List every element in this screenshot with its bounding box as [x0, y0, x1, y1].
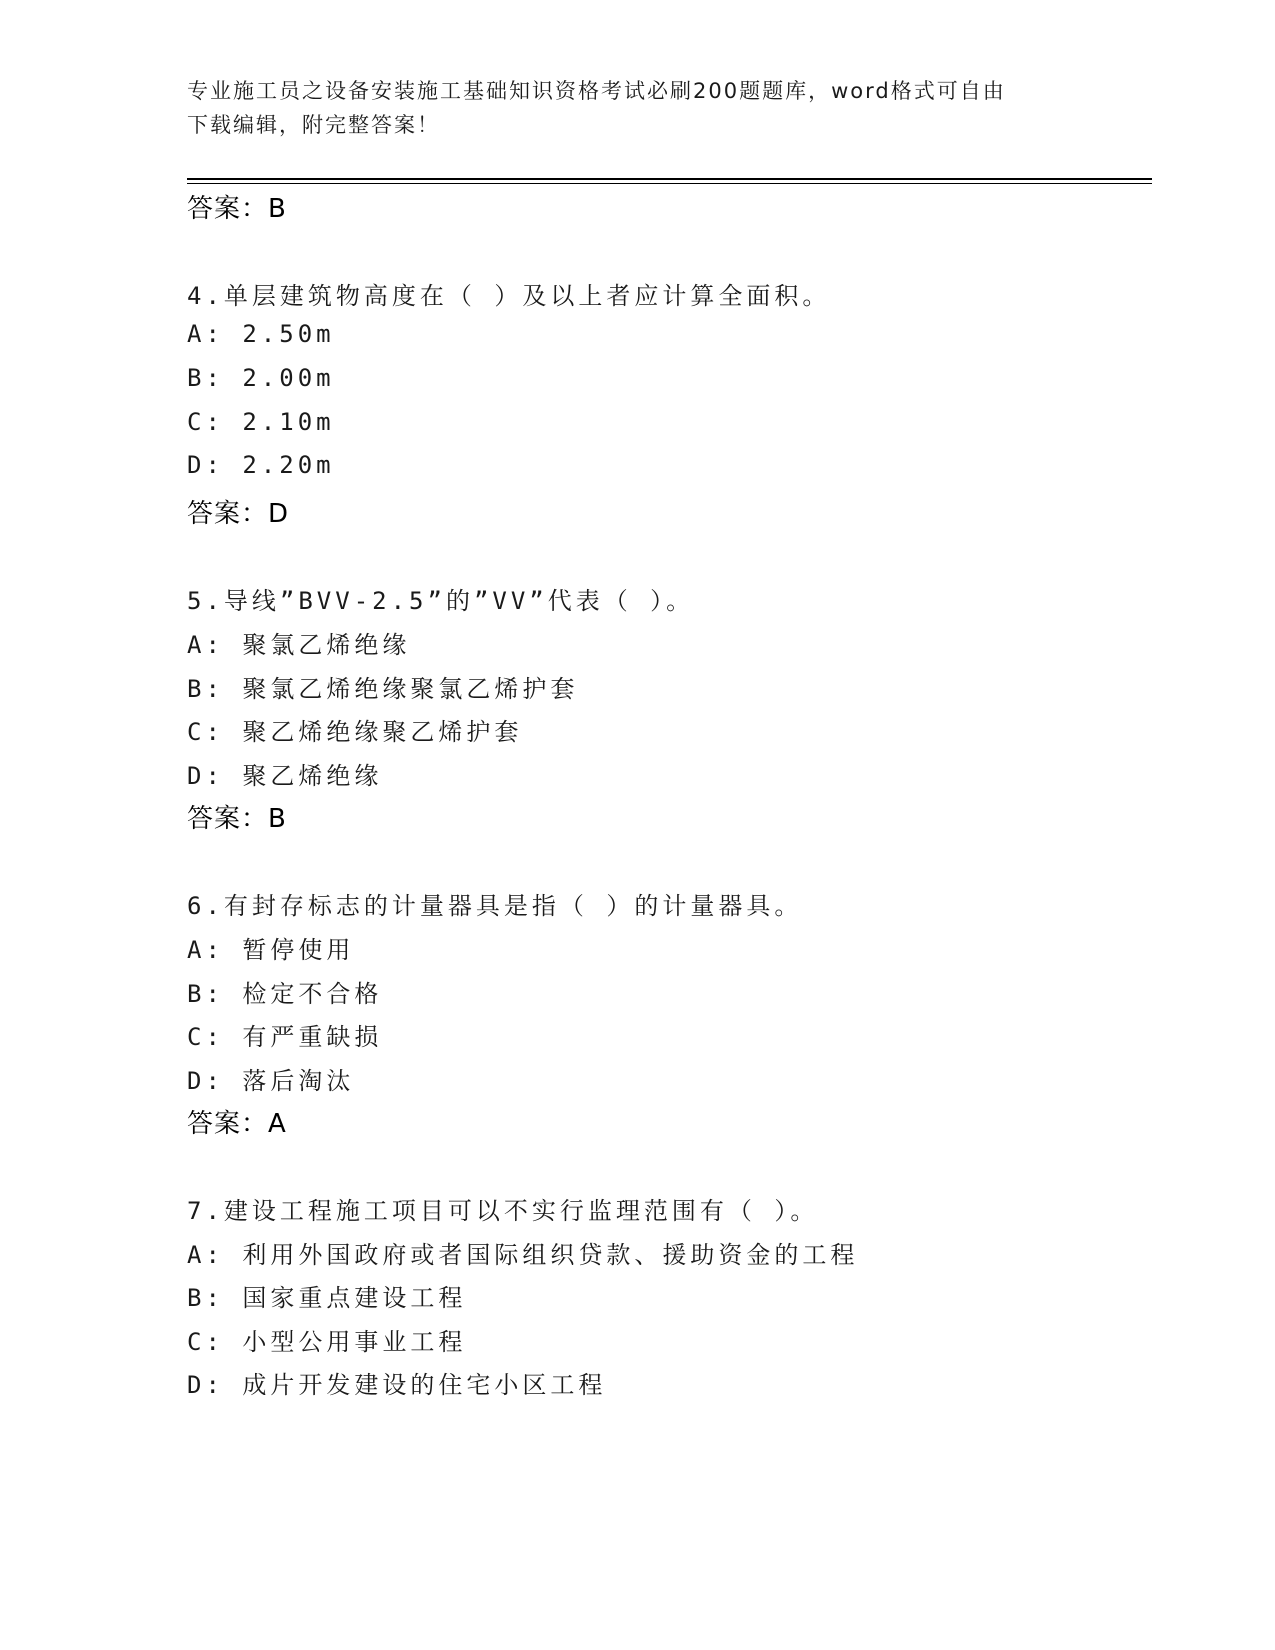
header-line-1: 专业施工员之设备安装施工基础知识资格考试必刷200题题库，word格式可自由 — [187, 79, 1006, 103]
question-stem: 5.导线”BVV-2.5”的”VV”代表（ ）。 — [187, 587, 695, 615]
option-a: A: 暂停使用 — [187, 936, 355, 964]
option-d: D: 聚乙烯绝缘 — [187, 762, 383, 790]
answer-line: 答案：B — [187, 804, 287, 834]
option-c: C: 2.10m — [187, 408, 335, 436]
document-header — [187, 74, 1067, 142]
header-divider-thin — [187, 183, 1152, 184]
option-a: A: 2.50m — [187, 320, 335, 348]
option-d: D: 2.20m — [187, 451, 335, 479]
option-b: B: 聚氯乙烯绝缘聚氯乙烯护套 — [187, 675, 579, 703]
option-d: D: 落后淘汰 — [187, 1067, 355, 1095]
option-b: B: 检定不合格 — [187, 980, 383, 1008]
header-line-2: 下载编辑，附完整答案！ — [187, 113, 440, 137]
question-stem: 6.有封存标志的计量器具是指（ ）的计量器具。 — [187, 892, 803, 920]
option-b: B: 2.00m — [187, 364, 335, 392]
option-b: B: 国家重点建设工程 — [187, 1284, 467, 1312]
answer-line: 答案：A — [187, 1109, 287, 1139]
option-c: C: 小型公用事业工程 — [187, 1328, 467, 1356]
answer-line: 答案：B — [187, 194, 287, 224]
header-divider — [187, 178, 1152, 180]
question-stem: 7.建设工程施工项目可以不实行监理范围有（ ）。 — [187, 1197, 819, 1225]
option-a: A: 利用外国政府或者国际组织贷款、援助资金的工程 — [187, 1241, 859, 1269]
answer-line: 答案：D — [187, 499, 290, 529]
option-d: D: 成片开发建设的住宅小区工程 — [187, 1371, 607, 1399]
option-c: C: 聚乙烯绝缘聚乙烯护套 — [187, 718, 523, 746]
question-stem: 4.单层建筑物高度在（ ）及以上者应计算全面积。 — [187, 282, 831, 310]
option-a: A: 聚氯乙烯绝缘 — [187, 631, 411, 659]
option-c: C: 有严重缺损 — [187, 1023, 383, 1051]
